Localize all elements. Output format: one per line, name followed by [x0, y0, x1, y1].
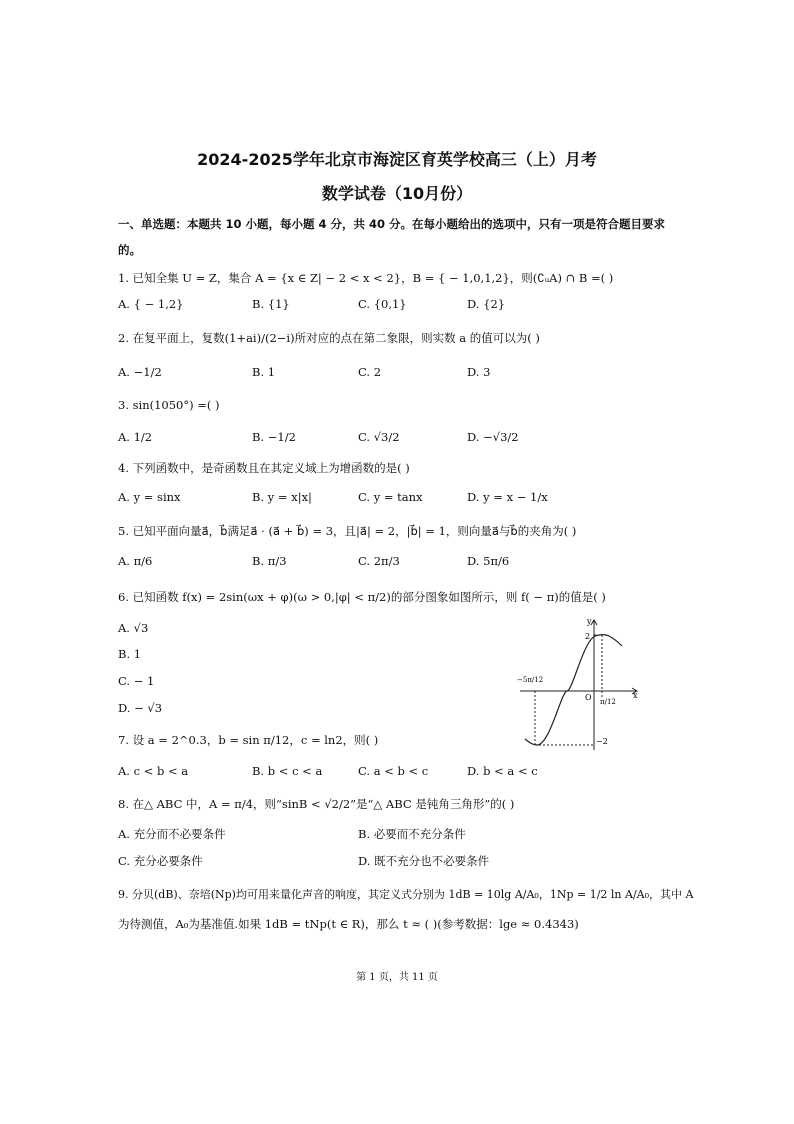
option-d: D. y = x − 1/x	[467, 490, 548, 504]
y-min-label: −2	[596, 737, 608, 746]
option-a: A. 1/2	[118, 430, 153, 444]
option-c: C. √3/2	[358, 430, 400, 444]
option-a: A. { − 1,2}	[118, 297, 184, 311]
option-c: C. {0,1}	[358, 297, 407, 311]
y-axis-label: y	[587, 617, 592, 626]
x-axis-label: x	[633, 691, 638, 700]
origin-label: O	[585, 693, 592, 702]
y-max-label: 2	[585, 632, 591, 641]
option-b: B. {1}	[252, 297, 290, 311]
option-d: D. {2}	[467, 297, 506, 311]
option-c: C. 2	[358, 365, 382, 379]
option-a: A. y = sinx	[118, 490, 181, 504]
page-title: 2024-2025学年北京市海淀区育英学校高三（上）月考	[197, 150, 597, 169]
x-right-label: π/12	[600, 698, 616, 706]
question-stem: 2. 在复平面上，复数(1+ai)/(2−i)所对应的点在第二象限，则实数 a 的值可以为( )	[118, 331, 540, 345]
option-a: A. 充分而不必要条件	[118, 827, 226, 841]
sine-curve	[525, 635, 622, 746]
question-stem: 4. 下列函数中，是奇函数且在其定义域上为增函数的是( )	[118, 461, 410, 475]
x-left-label: −5π/12	[517, 676, 544, 684]
option-b: B. 1	[252, 365, 276, 379]
option-b: B. 1	[118, 647, 142, 661]
option-d: D. 5π/6	[467, 554, 510, 568]
option-b: B. b < c < a	[252, 764, 323, 778]
option-b: B. 必要而不充分条件	[358, 827, 466, 841]
option-a: A. −1/2	[118, 365, 162, 379]
option-c: C. 充分必要条件	[118, 854, 203, 868]
option-d: D. − √3	[118, 701, 163, 715]
question-stem: 9. 分贝(dB)、奈培(Np)均可用来量化声音的响度，其定义式分别为 1dB = 10lg A/A₀，1Np = 1/2 ln A/A₀，其中 A	[118, 888, 694, 901]
option-c: C. 2π/3	[358, 554, 400, 568]
question-stem: 1. 已知全集 U = Z，集合 A = {x ∈ Z| − 2 < x < 2}，B = { − 1,0,1,2}，则(∁ᵤA) ∩ B =( )	[118, 271, 614, 285]
option-d: D. −√3/2	[467, 430, 519, 444]
question-stem: 8. 在△ ABC 中，A = π/4，则“sinB < √2/2”是“△ ABC 是钝角三角形”的( )	[118, 797, 515, 811]
option-b: B. π/3	[252, 554, 287, 568]
question-stem: 7. 设 a = 2^0.3，b = sin π/12，c = ln2，则( )	[118, 733, 379, 747]
option-b: B. y = x|x|	[252, 490, 312, 504]
option-c: C. a < b < c	[358, 764, 429, 778]
section-heading-line1: 一、单选题：本题共 10 小题，每小题 4 分，共 40 分。在每小题给出的选项中，只有一项是符合题目要求	[118, 217, 666, 231]
option-d: D. 既不充分也不必要条件	[358, 854, 490, 868]
option-a: A. c < b < a	[118, 764, 189, 778]
option-a: A. √3	[118, 621, 149, 635]
sine-graph-figure	[515, 612, 645, 752]
question-stem: 5. 已知平面向量a⃗，b⃗满足a⃗ · (a⃗ + b⃗) = 3，且|a⃗| = 2，|b⃗| = 1，则向量a⃗与b⃗的夹角为( )	[118, 524, 577, 538]
question-stem: 3. sin(1050°) =( )	[118, 398, 220, 412]
section-heading-line2: 的。	[118, 243, 141, 257]
option-d: D. b < a < c	[467, 764, 538, 778]
option-b: B. −1/2	[252, 430, 296, 444]
question-stem-continued: 为待测值，A₀为基准值.如果 1dB = tNp(t ∈ R)，那么 t ≈ ( )(参考数据：lge ≈ 0.4343)	[118, 917, 579, 931]
question-stem: 6. 已知函数 f(x) = 2sin(ωx + φ)(ω > 0,|φ| < π/2)的部分图象如图所示，则 f( − π)的值是( )	[118, 590, 606, 604]
option-d: D. 3	[467, 365, 491, 379]
option-a: A. π/6	[118, 554, 153, 568]
page-footer: 第 1 页，共 11 页	[356, 972, 438, 983]
page-subtitle: 数学试卷（10月份）	[321, 184, 473, 203]
option-c: C. − 1	[118, 674, 155, 688]
option-c: C. y = tanx	[358, 490, 423, 504]
